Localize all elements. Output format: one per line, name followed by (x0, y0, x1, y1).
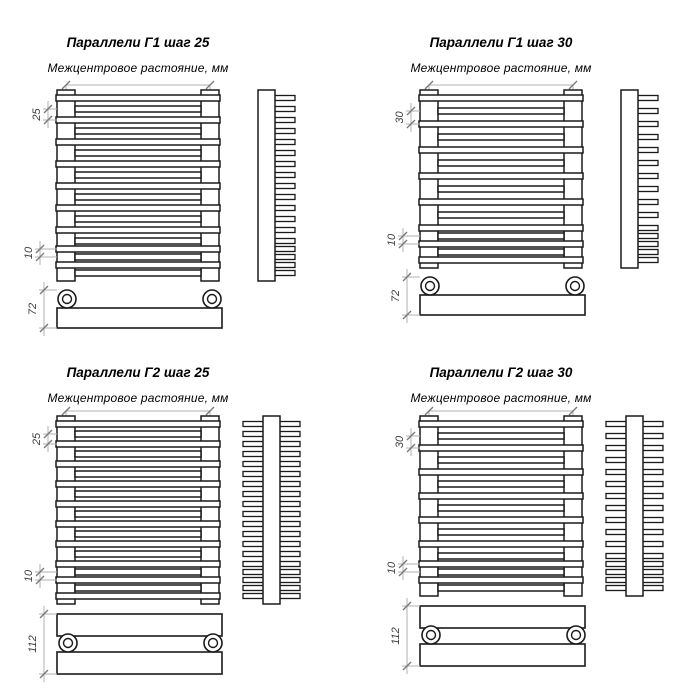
dimension-label: 72 (390, 289, 402, 303)
side-collector (621, 90, 638, 268)
tube-bar (75, 128, 201, 134)
tube-bar (75, 194, 201, 200)
side-collector (263, 416, 280, 604)
side-tooth-left (243, 462, 264, 467)
side-tooth-right (637, 148, 658, 153)
diagram-subtitle: Межцентровое растояние, мм (410, 391, 592, 405)
tube-section-inner (426, 282, 435, 291)
tube-bar (56, 246, 220, 252)
tube-bar (438, 505, 564, 511)
vertical-dimension (23, 564, 57, 588)
side-tooth-left (243, 442, 264, 447)
tube-bar (75, 551, 201, 557)
tube-section-inner (571, 282, 580, 291)
side-tooth-right (642, 446, 663, 451)
side-tooth-right (637, 135, 658, 140)
tube-bar (75, 585, 201, 591)
side-tooth-right (637, 187, 658, 192)
tube-section-inner (63, 295, 72, 304)
side-tooth-right (637, 200, 658, 205)
diagram-g1-step30 (373, 25, 673, 355)
diagram-subtitle: Межцентровое растояние, мм (47, 61, 229, 75)
side-tooth-right (279, 522, 300, 527)
side-view (258, 90, 295, 281)
side-tooth-left (243, 452, 264, 457)
side-tooth-right (279, 422, 300, 427)
side-tooth-right (279, 502, 300, 507)
tube-bar (56, 421, 220, 427)
tube-bar (419, 95, 583, 101)
side-tooth-right (274, 217, 295, 222)
diagram-title: Параллели Г2 шаг 25 (66, 365, 210, 380)
bottom-section-view (420, 606, 585, 666)
side-tooth-right (279, 512, 300, 517)
tube-bar (75, 106, 201, 112)
side-tooth-right (637, 250, 658, 255)
side-tooth-right (637, 109, 658, 114)
tube-bar (56, 227, 220, 233)
side-tooth-right (642, 586, 663, 591)
side-tooth-right (279, 532, 300, 537)
dimension-label: 72 (27, 302, 39, 316)
side-view (621, 90, 658, 268)
dimension-label: 30 (394, 435, 406, 449)
side-tooth-right (274, 228, 295, 233)
side-tooth-left (243, 594, 264, 599)
vertical-dimension (31, 101, 57, 128)
side-tooth-left (606, 578, 627, 583)
tube-bar (75, 491, 201, 497)
side-collector (258, 90, 275, 281)
side-tooth-right (642, 518, 663, 523)
tube-bar (56, 117, 220, 123)
center-distance-dimension (62, 81, 214, 91)
tube-bar (56, 521, 220, 527)
bottom-section-view (57, 614, 222, 674)
top-plate (57, 614, 222, 636)
left-collector (420, 416, 438, 596)
side-tooth-left (606, 518, 627, 523)
side-tooth-right (642, 570, 663, 575)
side-tooth-right (279, 462, 300, 467)
tube-bar (419, 173, 583, 179)
side-tooth-right (274, 271, 295, 276)
vertical-dimension (394, 103, 420, 132)
center-distance-dimension (62, 407, 214, 417)
tube-bar (56, 262, 220, 268)
bottom-plate (420, 295, 585, 315)
bottom-section-view (57, 290, 222, 328)
front-view (56, 416, 220, 604)
tube-bar (438, 108, 564, 114)
diagram-title: Параллели Г1 шаг 25 (66, 35, 210, 50)
top-plate (420, 606, 585, 628)
dimension-label: 112 (390, 627, 402, 645)
tube-bar (438, 249, 564, 255)
side-tooth-right (274, 162, 295, 167)
tube-bar (419, 541, 583, 547)
tube-bar (438, 186, 564, 192)
side-tooth-right (637, 161, 658, 166)
side-tooth-right (279, 432, 300, 437)
side-tooth-left (243, 532, 264, 537)
side-tooth-left (606, 530, 627, 535)
tube-bar (438, 233, 564, 239)
side-tooth-left (243, 570, 264, 575)
tube-bar (56, 441, 220, 447)
tube-bar (56, 481, 220, 487)
bottom-plate (57, 652, 222, 674)
side-tooth-left (606, 458, 627, 463)
dimension-label: 10 (23, 246, 35, 260)
tube-section-inner (209, 639, 218, 648)
dimension-label: 10 (386, 561, 398, 575)
tube-bar (75, 172, 201, 178)
side-tooth-left (606, 434, 627, 439)
dimension-label: 10 (23, 569, 35, 583)
tube-bar (56, 183, 220, 189)
tube-bar (419, 257, 583, 263)
tube-bar (75, 511, 201, 517)
side-tooth-right (274, 247, 295, 252)
side-tooth-right (274, 206, 295, 211)
side-tooth-left (606, 422, 627, 427)
vertical-dimension (27, 606, 57, 682)
tube-bar (438, 569, 564, 575)
tube-bar (438, 457, 564, 463)
side-tooth-left (606, 506, 627, 511)
tube-bar (419, 445, 583, 451)
tube-bar (56, 205, 220, 211)
side-tooth-left (243, 522, 264, 527)
side-tooth-left (606, 586, 627, 591)
side-tooth-right (279, 586, 300, 591)
side-tooth-right (642, 554, 663, 559)
side-tooth-right (279, 552, 300, 557)
side-tooth-left (243, 586, 264, 591)
diagram-subtitle: Межцентровое растояние, мм (47, 391, 229, 405)
front-view (56, 90, 220, 281)
side-tooth-left (606, 494, 627, 499)
dimension-label: 30 (394, 111, 406, 124)
tube-bar (75, 569, 201, 575)
tube-bar (75, 451, 201, 457)
side-tooth-right (642, 578, 663, 583)
vertical-dimension (27, 282, 57, 336)
side-tooth-right (637, 213, 658, 218)
tube-bar (75, 531, 201, 537)
tube-section-inner (572, 631, 581, 640)
side-tooth-right (637, 258, 658, 263)
tube-bar (419, 517, 583, 523)
side-tooth-left (243, 502, 264, 507)
tube-bar (75, 431, 201, 437)
tube-bar (75, 270, 201, 276)
side-tooth-right (279, 562, 300, 567)
diagram-g2-step25 (10, 355, 310, 685)
side-tooth-right (637, 226, 658, 231)
tube-bar (56, 501, 220, 507)
side-tooth-right (274, 173, 295, 178)
side-tooth-right (279, 482, 300, 487)
tube-bar (56, 95, 220, 101)
side-tooth-right (637, 96, 658, 101)
side-tooth-right (274, 255, 295, 260)
tube-bar (419, 421, 583, 427)
side-tooth-right (279, 452, 300, 457)
side-tooth-left (606, 482, 627, 487)
side-tooth-right (279, 594, 300, 599)
tube-bar (438, 481, 564, 487)
vertical-dimension (390, 598, 420, 674)
tube-bar (56, 139, 220, 145)
dimension-label: 25 (31, 108, 43, 121)
tube-bar (75, 150, 201, 156)
side-tooth-left (606, 570, 627, 575)
tube-bar (419, 561, 583, 567)
diagram-drawing (373, 25, 673, 355)
side-tooth-left (243, 422, 264, 427)
side-tooth-right (637, 242, 658, 247)
side-tooth-left (243, 578, 264, 583)
bottom-section-view (420, 277, 585, 315)
vertical-dimension (390, 269, 420, 323)
diagram-drawing (10, 355, 310, 685)
side-tooth-right (279, 472, 300, 477)
side-tooth-right (274, 129, 295, 134)
tube-bar (419, 121, 583, 127)
vertical-dimension (23, 241, 57, 265)
side-collector (626, 416, 643, 596)
tube-bar (75, 238, 201, 244)
tube-bar (56, 541, 220, 547)
vertical-dimension (394, 428, 420, 456)
tube-bar (75, 471, 201, 477)
diagram-g2-step30 (373, 355, 673, 685)
side-tooth-right (279, 542, 300, 547)
tube-section-inner (64, 639, 73, 648)
diagram-title: Параллели Г2 шаг 30 (429, 365, 573, 380)
side-tooth-left (606, 446, 627, 451)
tube-bar (56, 161, 220, 167)
tube-bar (75, 216, 201, 222)
side-tooth-right (279, 578, 300, 583)
diagram-title: Параллели Г1 шаг 30 (429, 35, 573, 50)
bottom-plate (57, 308, 222, 328)
tube-bar (419, 493, 583, 499)
tube-bar (438, 433, 564, 439)
tube-bar (419, 469, 583, 475)
diagram-g1-step25 (10, 25, 310, 355)
side-tooth-left (243, 512, 264, 517)
vertical-dimension (386, 228, 420, 252)
tube-bar (75, 254, 201, 260)
tube-bar (419, 577, 583, 583)
side-tooth-right (642, 470, 663, 475)
tube-bar (438, 212, 564, 218)
side-tooth-left (606, 554, 627, 559)
diagram-subtitle: Межцентровое растояние, мм (410, 61, 592, 75)
tube-bar (438, 529, 564, 535)
side-tooth-left (243, 482, 264, 487)
side-tooth-left (606, 562, 627, 567)
tube-bar (419, 241, 583, 247)
side-tooth-right (637, 234, 658, 239)
bottom-plate (420, 644, 585, 666)
tube-bar (56, 461, 220, 467)
side-tooth-right (642, 530, 663, 535)
side-tooth-right (642, 562, 663, 567)
side-tooth-left (243, 432, 264, 437)
center-distance-dimension (425, 407, 577, 417)
side-tooth-right (274, 96, 295, 101)
side-tooth-right (274, 239, 295, 244)
tube-bar (438, 160, 564, 166)
tube-bar (438, 134, 564, 140)
side-tooth-right (279, 442, 300, 447)
tube-bar (438, 553, 564, 559)
tube-bar (56, 593, 220, 599)
side-tooth-right (279, 492, 300, 497)
center-distance-dimension (425, 81, 577, 91)
side-tooth-right (274, 118, 295, 123)
dimension-label: 10 (386, 233, 398, 247)
side-tooth-right (642, 422, 663, 427)
side-tooth-left (606, 470, 627, 475)
side-tooth-right (642, 482, 663, 487)
diagram-drawing (10, 25, 310, 355)
side-tooth-left (243, 552, 264, 557)
side-view (243, 416, 300, 604)
side-tooth-right (279, 570, 300, 575)
vertical-dimension (31, 426, 57, 452)
side-tooth-left (243, 492, 264, 497)
tube-bar (419, 225, 583, 231)
side-tooth-right (637, 174, 658, 179)
side-tooth-right (274, 263, 295, 268)
tube-bar (56, 561, 220, 567)
tube-section-inner (427, 631, 436, 640)
side-tooth-right (274, 107, 295, 112)
tube-bar (419, 147, 583, 153)
side-tooth-left (243, 562, 264, 567)
tube-section-inner (208, 295, 217, 304)
side-tooth-right (642, 458, 663, 463)
tube-bar (438, 585, 564, 591)
side-tooth-left (243, 542, 264, 547)
side-tooth-right (642, 494, 663, 499)
right-collector (564, 416, 582, 596)
side-view (606, 416, 663, 596)
side-tooth-left (243, 472, 264, 477)
side-tooth-left (606, 542, 627, 547)
side-tooth-right (637, 122, 658, 127)
diagram-drawing (373, 355, 673, 685)
front-view (419, 416, 583, 596)
side-tooth-right (642, 542, 663, 547)
vertical-dimension (386, 556, 420, 580)
side-tooth-right (274, 151, 295, 156)
side-tooth-right (274, 195, 295, 200)
side-tooth-right (274, 184, 295, 189)
dimension-label: 25 (31, 432, 43, 446)
side-tooth-right (274, 140, 295, 145)
side-tooth-right (642, 506, 663, 511)
front-view (419, 90, 583, 268)
tube-bar (56, 577, 220, 583)
side-tooth-right (642, 434, 663, 439)
tube-bar (419, 199, 583, 205)
dimension-label: 112 (27, 635, 39, 653)
